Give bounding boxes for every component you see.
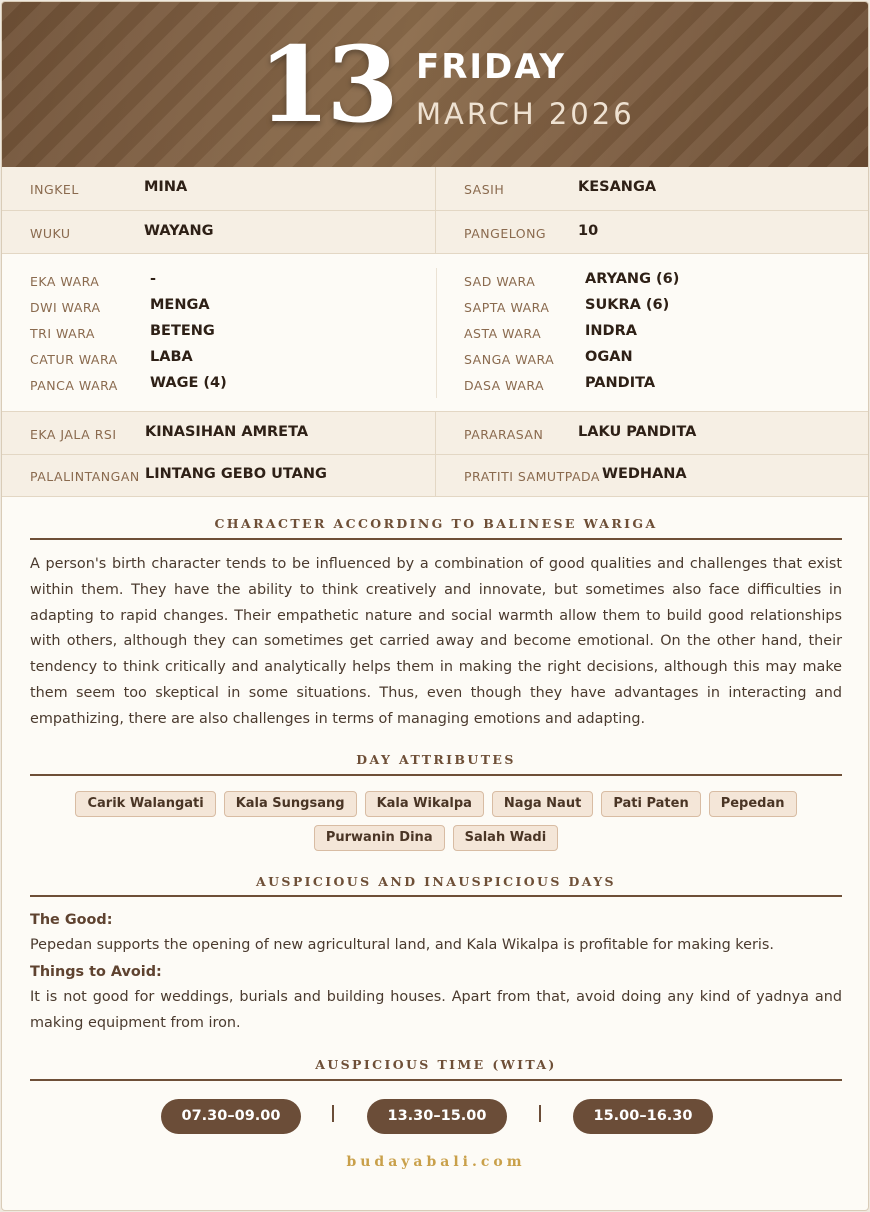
wara-row <box>464 346 869 372</box>
wara-value: INDRA <box>585 323 637 339</box>
attributes-section-title: DAY ATTRIBUTES <box>356 752 516 767</box>
avoid-label: Things to Avoid: <box>30 964 162 980</box>
info-row-ingkel-sasih <box>2 167 869 211</box>
attribute-chip: Salah Wadi <box>453 825 559 851</box>
wara-value: LABA <box>150 349 193 365</box>
wara-row <box>30 372 450 398</box>
attribute-chip: Kala Wikalpa <box>365 791 484 817</box>
wara-row <box>30 294 450 320</box>
times-section-title: AUSPICIOUS TIME (WITA) <box>315 1057 557 1072</box>
wara-label: DASA WARA <box>464 378 545 393</box>
wara-value: BETENG <box>150 323 215 339</box>
calendar-card <box>1 1 869 1211</box>
character-section-title: CHARACTER ACCORDING TO BALINESE WARIGA <box>214 516 658 531</box>
wara-label: DWI WARA <box>30 300 101 315</box>
wara-label: TRI WARA <box>30 326 95 341</box>
wara-label: SAPTA WARA <box>464 300 550 315</box>
sasih-value: KESANGA <box>578 179 657 195</box>
time-slot-pill: 15.00–16.30 <box>573 1099 713 1134</box>
attribute-chip: Carik Walangati <box>75 791 215 817</box>
pararasan-cell <box>436 412 869 454</box>
pararasan-label: PARARASAN <box>464 427 544 442</box>
wuku-cell <box>2 211 436 253</box>
pratiti-value: WEDHANA <box>602 466 687 482</box>
palalintangan-cell <box>2 455 436 496</box>
pangelong-label: PANGELONG <box>464 226 547 241</box>
ingkel-value: MINA <box>144 179 188 195</box>
wara-value: MENGA <box>150 297 210 313</box>
info-row-wuku-pangelong <box>2 211 869 254</box>
time-slot-pill: 07.30–09.00 <box>161 1099 301 1134</box>
section-rule <box>30 774 842 776</box>
wara-label: SANGA WARA <box>464 352 555 367</box>
pangelong-value: 10 <box>578 223 599 239</box>
character-text: A person's birth character tends to be influenced by a combination of good qualities and challenges that exist within them. They have the ability to think creatively and innovate, but sometimes also face difficulties in adapting to rapid changes. Their empathetic nature and social warmth allow them to build good relationships with others, although they can sometimes get carried away and become emotional. On the other hand, their tendency to think critically and analytically helps them in making the right decisions, although this may make them seem too skeptical in some situations. Thus, even though they have advantages in interacting and empathizing, there are also challenges in terms of managing emotions and adapting. <box>30 556 842 727</box>
good-label: The Good: <box>30 912 113 928</box>
time-separator <box>539 1105 541 1122</box>
wuku-value: WAYANG <box>144 223 214 239</box>
pararasan-value: LAKU PANDITA <box>578 424 697 440</box>
info-row-jala-pararasan <box>2 412 869 455</box>
wara-label: PANCA WARA <box>30 378 118 393</box>
pratiti-cell <box>436 455 869 496</box>
wara-value: PANDITA <box>585 375 656 391</box>
month-year: MARCH 2026 <box>416 97 635 131</box>
wara-label: EKA WARA <box>30 274 100 289</box>
eka-jala-rsi-cell <box>2 412 436 454</box>
wuku-label: WUKU <box>30 226 71 241</box>
wara-value: OGAN <box>585 349 633 365</box>
wara-row <box>30 320 450 346</box>
avoid-text: It is not good for weddings, burials and building houses. Apart from that, avoid doing any kind of yadnya and making equipment from iron. <box>30 989 842 1031</box>
palalintangan-label: PALALINTANGAN <box>30 469 140 484</box>
wara-row <box>464 320 869 346</box>
pratiti-label: PRATITI SAMUTPADA <box>464 469 600 484</box>
date-header <box>2 2 869 167</box>
good-text: Pepedan supports the opening of new agricultural land, and Kala Wikalpa is profitable for making keris. <box>30 937 774 953</box>
wara-value: - <box>150 271 157 287</box>
wara-row <box>464 268 869 294</box>
wara-label: SAD WARA <box>464 274 536 289</box>
info-row-palalintangan-pratiti <box>2 455 869 497</box>
wara-row <box>464 372 869 398</box>
days-section-title: AUSPICIOUS AND INAUSPICIOUS DAYS <box>256 874 616 889</box>
section-rule <box>30 538 842 540</box>
wara-label: CATUR WARA <box>30 352 118 367</box>
time-slot-pill: 13.30–15.00 <box>367 1099 507 1134</box>
wara-label: ASTA WARA <box>464 326 542 341</box>
attribute-chip: Pati Paten <box>601 791 700 817</box>
ingkel-label: INGKEL <box>30 182 79 197</box>
eka-jala-rsi-value: KINASIHAN AMRETA <box>145 424 309 440</box>
wara-row <box>30 268 450 294</box>
day-number: 13 <box>258 23 395 146</box>
palalintangan-value: LINTANG GEBO UTANG <box>145 466 327 482</box>
wara-value: WAGE (4) <box>150 375 227 391</box>
weekday: FRIDAY <box>416 47 566 87</box>
attribute-chip: Purwanin Dina <box>314 825 445 851</box>
sasih-label: SASIH <box>464 182 505 197</box>
time-slots <box>30 1099 842 1135</box>
attribute-chips <box>30 791 842 851</box>
wara-block <box>2 254 869 412</box>
eka-jala-rsi-label: EKA JALA RSI <box>30 427 117 442</box>
wara-value: SUKRA (6) <box>585 297 670 313</box>
attribute-chip: Kala Sungsang <box>224 791 357 817</box>
pangelong-cell <box>436 211 869 253</box>
time-separator <box>332 1105 334 1122</box>
wara-row <box>30 346 450 372</box>
wara-value: ARYANG (6) <box>585 271 680 287</box>
attribute-chip: Pepedan <box>709 791 797 817</box>
footer-site-name: budayabali.com <box>346 1154 526 1170</box>
wara-row <box>464 294 869 320</box>
ingkel-cell <box>2 167 436 210</box>
section-rule <box>30 1079 842 1081</box>
attribute-chip: Naga Naut <box>492 791 593 817</box>
section-rule <box>30 895 842 897</box>
sasih-cell <box>436 167 869 210</box>
